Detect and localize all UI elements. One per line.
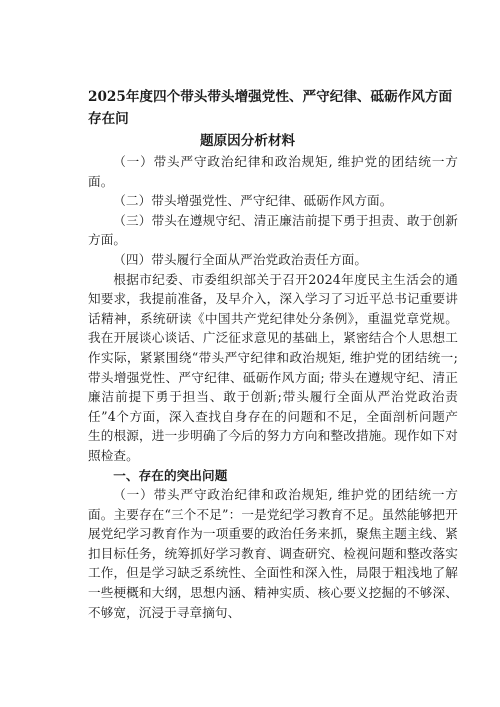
title-line-1: 2025年度四个带头带头增强党性、严守纪律、砥砺作风方面存在问 <box>88 89 453 127</box>
item-3: （三）带头在遵规守纪、清正廉洁前提下勇于担责、敢于创新方面。 <box>88 212 458 248</box>
item-1: （一）带头严守政治纪律和政治规矩, 维护党的团结统一方面。 <box>88 154 458 189</box>
document-title <box>88 86 460 152</box>
section-heading: 一、存在的突出问题 <box>113 467 228 483</box>
intro-paragraph: 根据市纪委、市委组织部关于召开2024年度民主生活会的通知要求，我提前准备，及早介入，深入学习了习近平总书记重要讲话精神，系统研读《中国共产党纪律处分条例》，重温党章党规。我在开展谈心谈话、广泛征求意见的基础上，紧密结合个人思想工作实际，紧紧围绕“带头严守纪律和政治规矩, 维护党的团结统一; 带头增强党性、严守纪律、砥砺作风方面; 带头在遵规守纪、清正廉洁前提下勇于担当、敢于创新;带头履行全面从严治党政治责任”4个方面，深入查找自身存在的问题和不足，全面剖析问题产生的根源，进一步明确了今后的努力方向和整改措施。现作如下对照检查。 <box>88 271 458 463</box>
item-4: （四）带头履行全面从严治党政治责任方面。 <box>113 251 368 267</box>
title-line-2: 题原因分析材料 <box>200 133 296 149</box>
section-paragraph: （一）带头严守政治纪律和政治规矩, 维护党的团结统一方面。主要存在“三个不足”：一是党纪学习教育不足。虽然能够把开展党纪学习教育作为一项重要的政治任务来抓，聚焦主题主线、紧扣目标任务，统筹抓好学习教育、调查研究、检视问题和整改落实工作，但是学习缺乏系统性、全面性和深入性，局限于粗浅地了解一些梗概和大纲，思想内涵、精神实质、核心要义挖掘的不够深、不够宽，沉浸于寻章摘句、 <box>88 487 458 620</box>
item-2: （二）带头增强党性、严守纪律、砥砺作风方面。 <box>113 193 393 209</box>
document-body <box>88 152 458 622</box>
